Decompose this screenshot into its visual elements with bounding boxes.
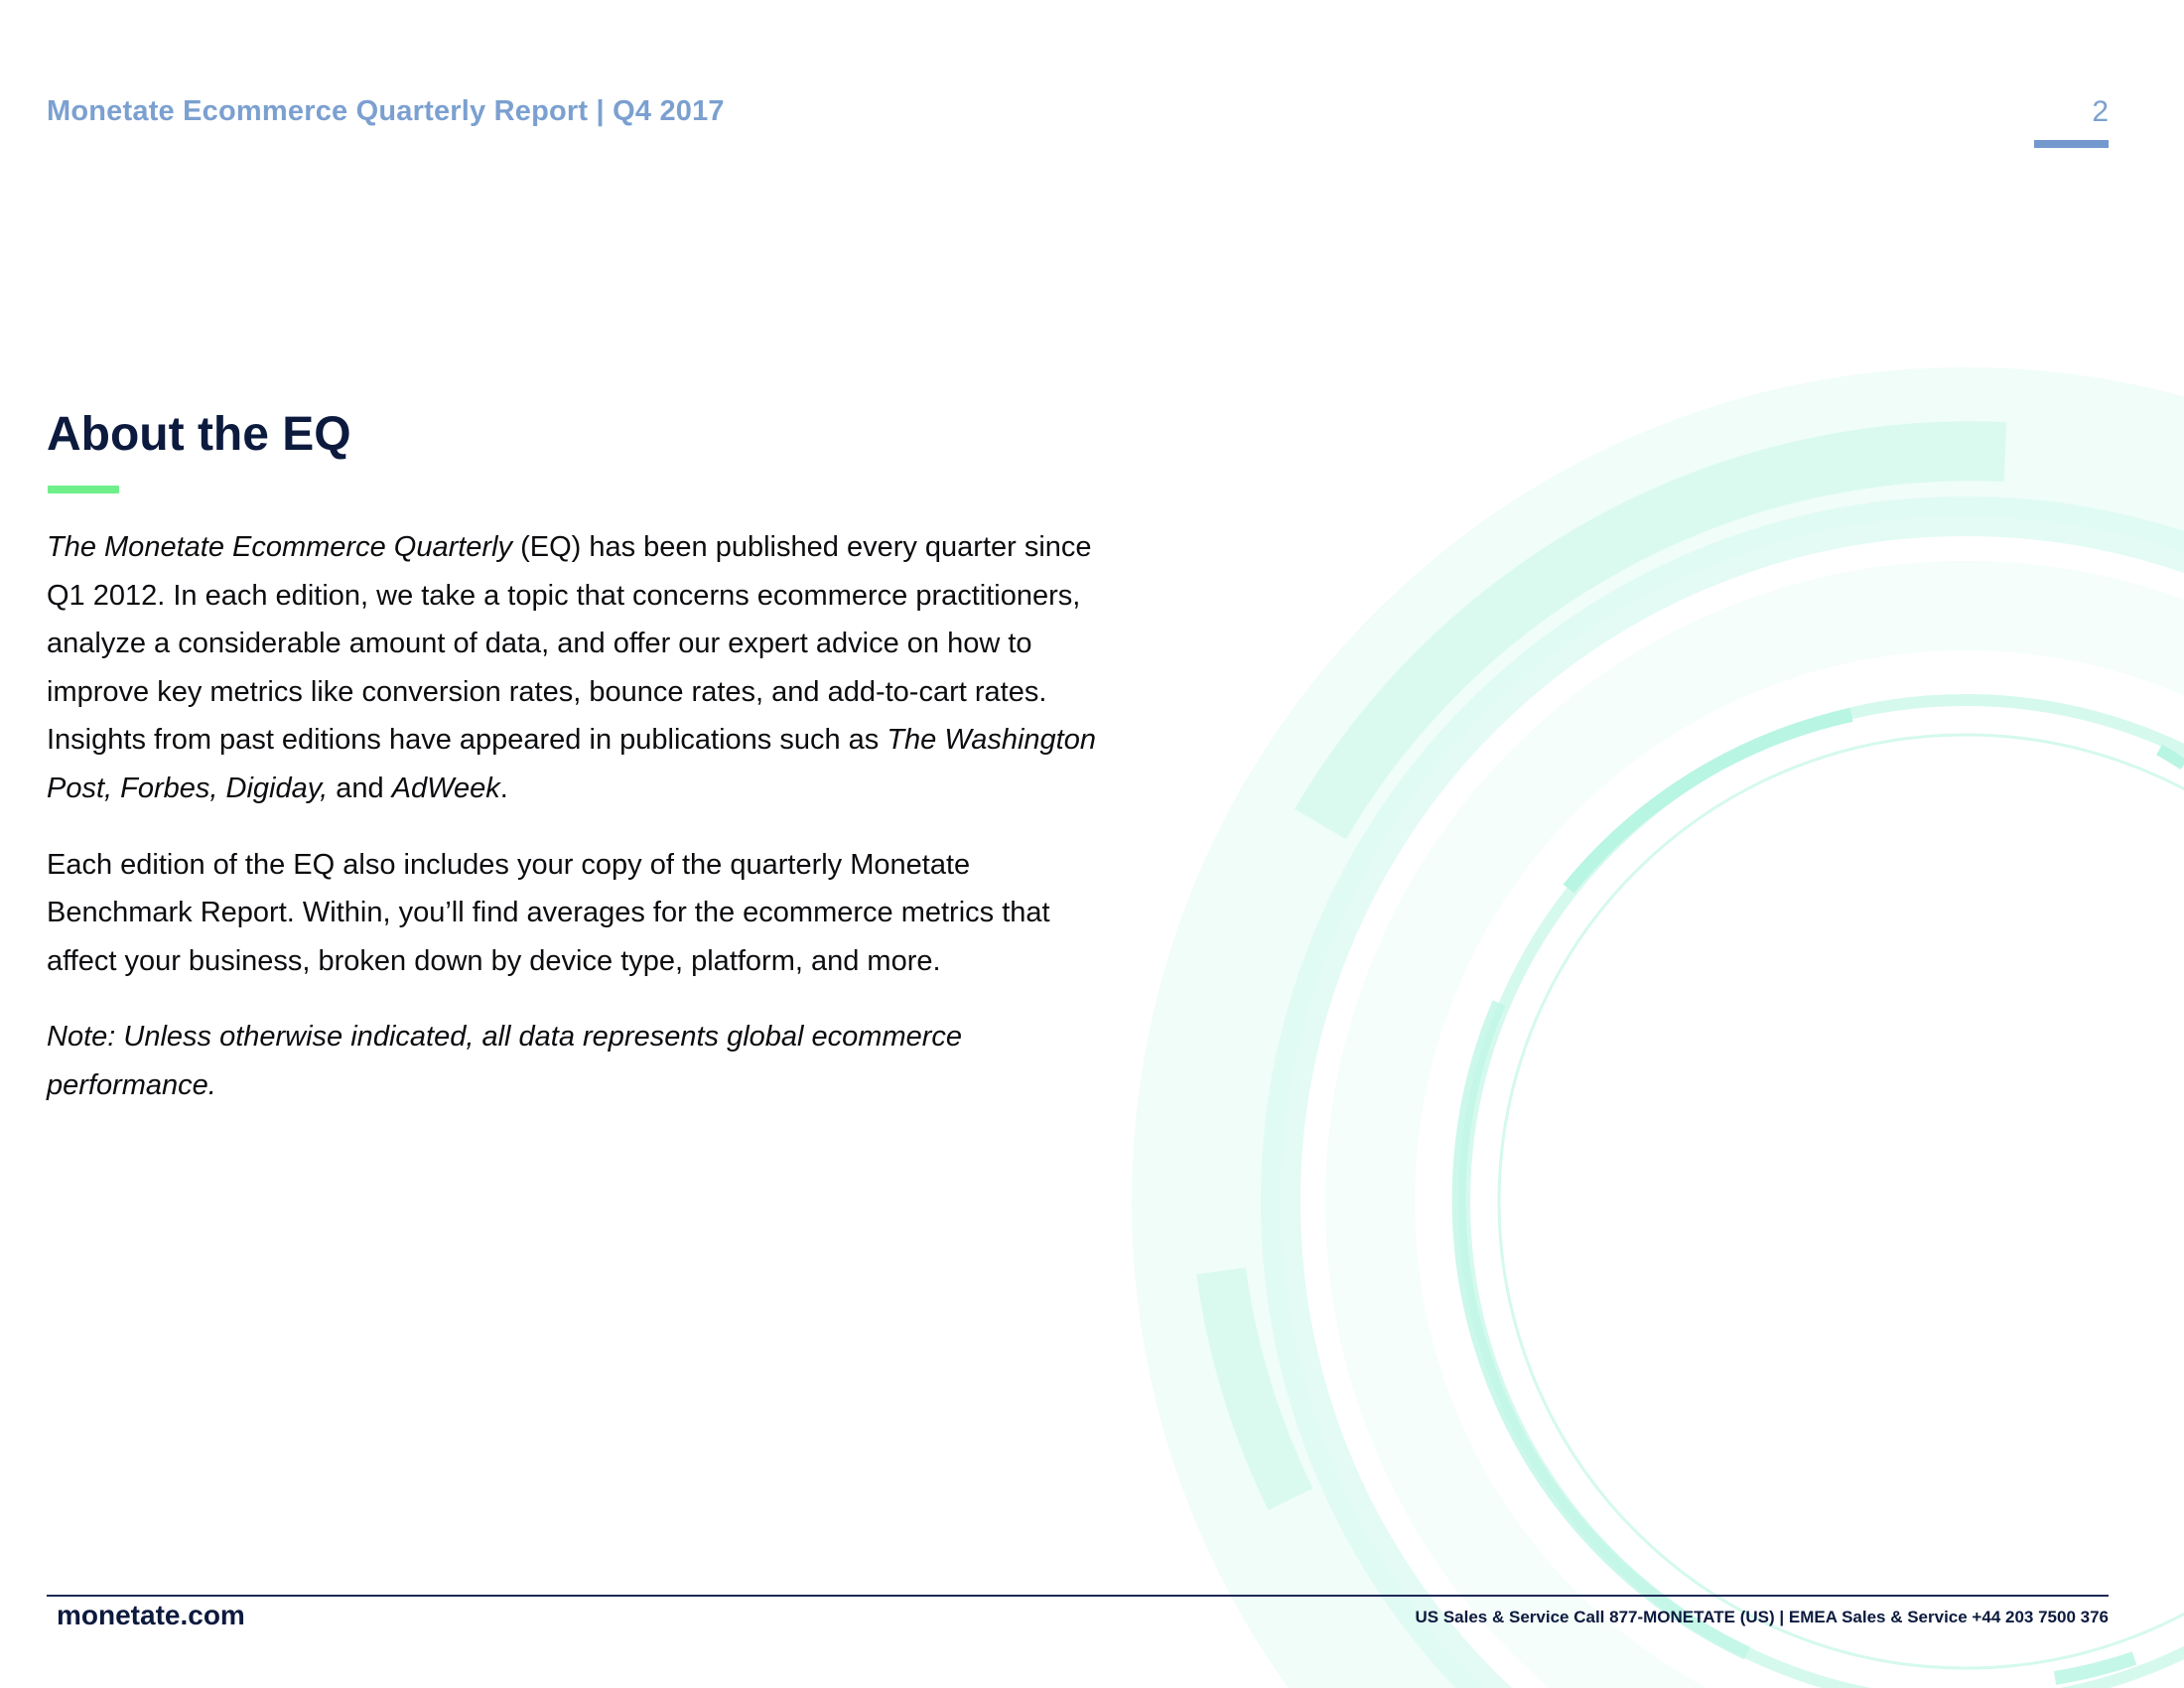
footer-contact-info: US Sales & Service Call 877-MONETATE (US) | EMEA Sales & Service +44 203 7500 376 [1415,1608,2109,1626]
heading-accent-underline [48,486,119,493]
page-number: 2 [2092,95,2109,128]
intro-text-connector: and [328,772,392,804]
page-number-accent-bar [2034,140,2109,148]
benchmark-paragraph: Each edition of the EQ also includes your copy of the quarterly Monetate Benchmark Report. Within, you’ll find averages for the ecommerce metrics that affect your business, broken down by device type, platform, and more. [47,848,1050,977]
publication-name: The Monetate Ecommerce Quarterly [47,531,513,563]
intro-text-end: . [499,772,508,804]
note-paragraph [47,1013,1119,1109]
report-title: Monetate Ecommerce Quarterly Report | Q4 2017 [47,95,725,127]
body-content [47,523,1119,1138]
intro-text: (EQ) has been published every quarter since Q1 2012. In each edition, we take a topic that concerns ecommerce practitioners, analyze a considerable amount of data, and offer our expert advice on how to improve key metrics like conversion rates, bounce rates, and add-to-cart rates. Insights from past editions have appeared in publications such as [47,531,1092,757]
publication-last: AdWeek [391,772,500,804]
intro-paragraph [47,523,1119,813]
footer-divider [47,1595,2109,1597]
footer-brand-link[interactable]: monetate.com [57,1600,245,1630]
publication-list: The Washington Post, Forbes, Digiday, [47,724,1096,804]
section-heading: About the EQ [47,408,351,461]
note-text: Note: Unless otherwise indicated, all data represents global ecommerce performance. [47,1021,963,1101]
